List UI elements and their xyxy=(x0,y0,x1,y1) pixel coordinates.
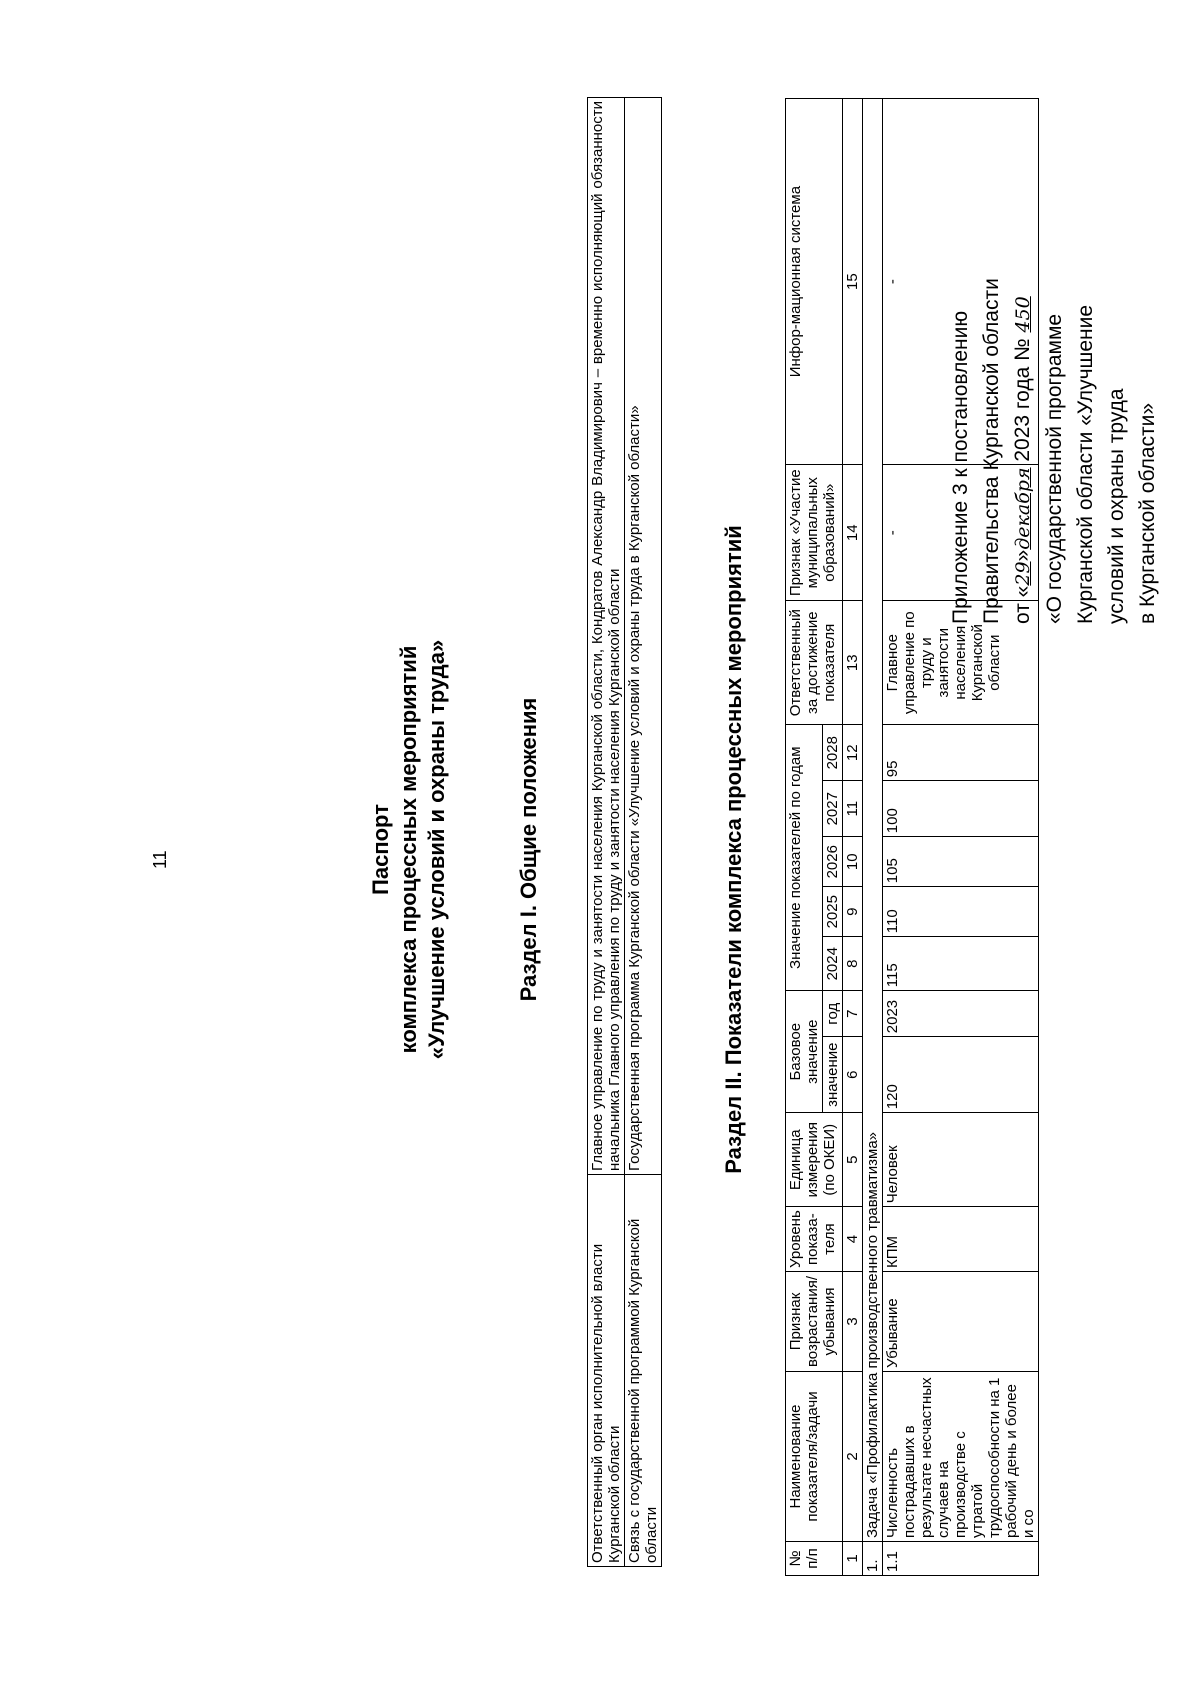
row-label: Связь с государственной программой Курганской области xyxy=(625,1175,662,1567)
indicator-level: КПМ xyxy=(883,1207,1039,1272)
header-responsible: Ответственный за достижение показателя xyxy=(786,601,843,725)
appendix-line-3: от «29»декабря 2023 года № 450 xyxy=(1011,296,1034,624)
appendix-line-7: в Курганской области» xyxy=(1136,402,1159,624)
table-row xyxy=(883,99,1039,1576)
handwritten-number: 450 xyxy=(1012,296,1034,333)
row-value: Главное управление по труду и занятости населения Курганской области, Кондратов Александр Владимирович – временно исполняющий обязанности начальника Главного управления по труду и занятости населения Курганской области xyxy=(588,98,625,1175)
section2-title: Раздел II. Показатели комплекса процессных мероприятий xyxy=(721,525,746,1174)
section1-title: Раздел I. Общие положения xyxy=(516,697,541,1002)
appendix-line-2: Правительства Курганской области xyxy=(980,278,1003,624)
value-2028: 95 xyxy=(883,725,1039,781)
header-base-year: год xyxy=(823,991,843,1037)
info-system: - xyxy=(883,99,1039,465)
value-2024: 115 xyxy=(883,937,1039,991)
header-2027: 2027 xyxy=(823,781,843,837)
appendix-line-5: Курганской области «Улучшение xyxy=(1074,304,1097,624)
appendix-line-1: Приложение 3 к постановлению xyxy=(949,310,972,624)
value-2025: 110 xyxy=(883,887,1039,937)
value-2027: 100 xyxy=(883,781,1039,837)
general-info-table xyxy=(587,97,662,1567)
task-text: Задача «Профилактика производственного травматизма» xyxy=(863,99,883,1542)
base-year: 2023 xyxy=(883,991,1039,1037)
header-unit: Единица измерения (по ОКЕИ) xyxy=(786,1113,843,1207)
header-trend: Признак возрастания/ убывания xyxy=(786,1272,843,1372)
header-2028: 2028 xyxy=(823,725,843,781)
header-2026: 2026 xyxy=(823,837,843,887)
value-2026: 105 xyxy=(883,837,1039,887)
base-value: 120 xyxy=(883,1037,1039,1113)
header-municipal: Признак «Участие муниципальных образований» xyxy=(786,465,843,601)
responsible: Главное управление по труду и занятости населения Курганской области xyxy=(883,601,1039,725)
indicators-table xyxy=(785,98,1039,1576)
header-name: Наименование показателя/задачи xyxy=(786,1372,843,1542)
table-row xyxy=(625,98,662,1567)
header-infosys: Инфор-мационная система xyxy=(786,99,843,465)
handwritten-month: декабря xyxy=(1012,467,1034,550)
row-label: Ответственный орган исполнительной власти Курганской области xyxy=(588,1175,625,1567)
indicator-unit: Человек xyxy=(883,1113,1039,1207)
indicator-name: Численность пострадавших в результате несчастных случаев на производстве с утратой трудоспособности на 1 рабочий день и более и со xyxy=(883,1372,1039,1542)
task-number: 1. xyxy=(863,1542,883,1576)
table-row xyxy=(588,98,625,1567)
header-base-value: значение xyxy=(823,1037,843,1113)
handwritten-day: 29 xyxy=(1012,561,1034,586)
header-2025: 2025 xyxy=(823,887,843,937)
row-number: 1.1 xyxy=(883,1542,1039,1576)
appendix-line-4: «О государственной программе xyxy=(1043,313,1066,624)
header-base: Базовое значение xyxy=(786,991,823,1113)
header-row xyxy=(786,99,823,1576)
row-value: Государственная программа Курганской области «Улучшение условий и охраны труда в Курганской области» xyxy=(625,98,662,1175)
header-years: Значение показателей по годам xyxy=(786,725,823,991)
passport-title: Паспорт комплекса процессных мероприятий «Улучшение условий и охраны труда» xyxy=(368,639,449,1060)
column-numbers-row: 1 2 3 4 5 6 7 8 9 10 11 12 13 14 15 xyxy=(843,99,863,1576)
task-row xyxy=(863,99,883,1576)
header-level: Уровень показа-теля xyxy=(786,1207,843,1272)
header-2024: 2024 xyxy=(823,937,843,991)
header-num: № п/п xyxy=(786,1542,843,1576)
municipal-flag: - xyxy=(883,465,1039,601)
appendix-line-6: условий и охраны труда xyxy=(1105,388,1128,624)
page-number: 11 xyxy=(150,850,170,869)
indicator-trend: Убывание xyxy=(883,1272,1039,1372)
